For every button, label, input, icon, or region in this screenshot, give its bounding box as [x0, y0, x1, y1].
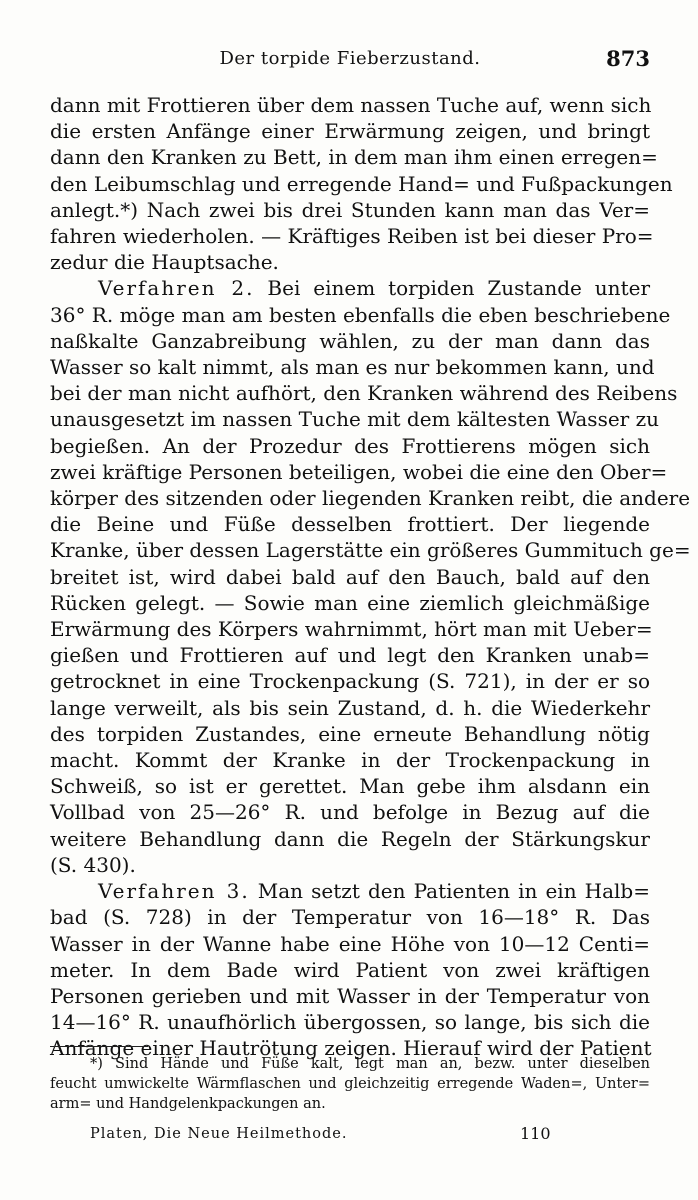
text-line: dann mit Frottieren über dem nassen Tuche auf, wenn sich [50, 93, 652, 117]
procedure-3-label: Verfahren 3. [98, 879, 250, 904]
page-header [50, 48, 650, 78]
text-line: naßkalte Ganzabreibung wählen, zu der man dann das [50, 328, 650, 353]
text-line: Vollbad von 25—26° R. und befolge in Bezug auf die [50, 800, 650, 825]
text-fragment: Bei einem torpiden Zustande unter [267, 276, 650, 301]
text-line: getrocknet in eine Trockenpackung (S. 721), in der er so [50, 669, 650, 694]
footnote-divider [50, 1046, 148, 1047]
text-line: dann den Kranken zu Bett, in dem man ihm einen erregen= [50, 145, 658, 170]
text-line: des torpiden Zustandes, eine erneute Behandlung nötig [50, 721, 650, 746]
text-line: zwei kräftige Personen beteiligen, wobei die eine den Ober= [50, 459, 668, 484]
running-title: Der torpide Fieberzustand. [219, 48, 481, 69]
printer-signature: Platen, Die Neue Heilmethode. [90, 1126, 348, 1142]
paragraph-3-first-line [50, 878, 650, 904]
text-line: meter. In dem Bade wird Patient von zwei kräftigen [50, 957, 650, 982]
text-line: Rücken gelegt. — Sowie man eine ziemlich gleichmäßige [50, 590, 650, 615]
text-line: 14—16° R. unaufhörlich übergossen, so lange, bis sich die [50, 1010, 650, 1035]
text-line: weitere Behandlung dann die Regeln der Stärkungskur [50, 826, 650, 851]
text-line: (S. 430). [50, 852, 136, 877]
text-line: fahren wiederholen. — Kräftiges Reiben ist bei dieser Pro= [50, 224, 654, 249]
text-line: zedur die Hauptsache. [50, 250, 279, 275]
text-fragment: Man setzt den Patienten in ein Halb= [257, 879, 650, 904]
text-line: 36° R. möge man am besten ebenfalls die eben beschriebene [50, 302, 671, 327]
text-line: die Beine und Füße desselben frottiert. Der liegende [50, 512, 650, 537]
text-line: die ersten Anfänge einer Erwärmung zeigen, und bringt [50, 119, 650, 144]
text-line: bei der man nicht aufhört, den Kranken während des Reibens [50, 381, 678, 406]
paragraph-2-first-line [50, 275, 650, 301]
text-line: Kranke, über dessen Lagerstätte ein größeres Gummituch ge= [50, 538, 691, 563]
text-line: begießen. An der Prozedur des Frottierens mögen sich [50, 433, 650, 458]
footnote-line: arm= und Handgelenkpackungen an. [50, 1096, 326, 1112]
text-line: Wasser so kalt nimmt, als man es nur bekommen kann, und [50, 355, 655, 380]
footnote-line: feucht umwickelte Wärmflaschen und gleichzeitig erregende Waden=, Unter= [50, 1076, 650, 1092]
text-line: körper des sitzenden oder liegenden Kranken reibt, die andere [50, 486, 691, 511]
footnote [50, 1054, 650, 1114]
main-text [50, 92, 691, 1062]
text-line: Anfänge einer Hautrötung zeigen. Hierauf wird der Patient [50, 1036, 652, 1061]
text-line: macht. Kommt der Kranke in der Trockenpackung in [50, 748, 650, 773]
procedure-2-label: Verfahren 2. [98, 276, 255, 301]
text-line: breitet ist, wird dabei bald auf den Bauch, bald auf den [50, 564, 650, 589]
text-line: Schweiß, so ist er gerettet. Man gebe ihm alsdann ein [50, 774, 650, 799]
text-line: unausgesetzt im nassen Tuche mit dem kältesten Wasser zu [50, 407, 660, 432]
text-line: anlegt.*) Nach zwei bis drei Stunden kann man das Ver= [50, 197, 650, 222]
text-line: Erwärmung des Körpers wahrnimmt, hört man mit Ueber= [50, 617, 653, 642]
text-line: den Leibumschlag und erregende Hand= und Fußpackungen [50, 171, 673, 196]
footnote-line: *) Sind Hände und Füße kalt, legt man an, bezw. unter dieselben [90, 1056, 650, 1072]
page-number: 873 [606, 46, 650, 71]
text-line: Wasser in der Wanne habe eine Höhe von 10—12 Centi= [50, 931, 650, 956]
text-line: gießen und Frottieren auf und legt den Kranken unab= [50, 643, 650, 668]
text-line: Personen gerieben und mit Wasser in der Temperatur von [50, 983, 650, 1008]
text-line: lange verweilt, als bis sein Zustand, d. h. die Wiederkehr [50, 695, 650, 720]
text-line: bad (S. 728) in der Temperatur von 16—18° R. Das [50, 905, 650, 930]
sheet-number: 110 [520, 1124, 551, 1143]
